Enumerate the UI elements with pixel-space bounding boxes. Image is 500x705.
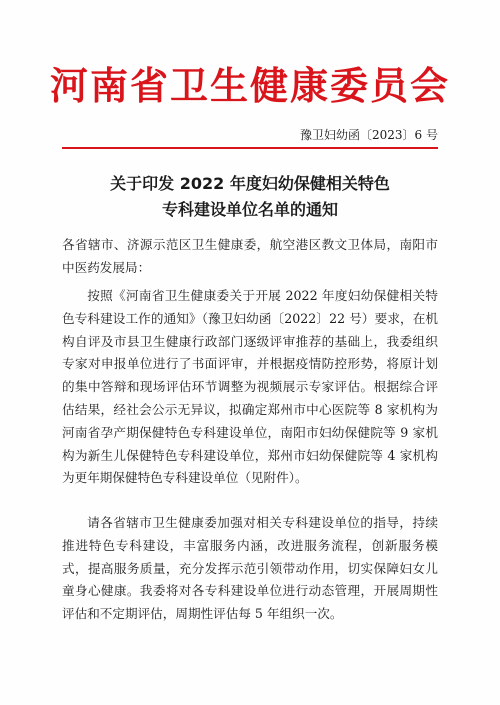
body-paragraph-2: 请各省辖市卫生健康委加强对相关专科建设单位的指导，持续推进特色专科建设，丰富服务内涵，改进服务流程，创新服务模式，提高服务质量，充分发挥示范引领带动作用，切实保障妇女儿童身心健康。我委将对各专科建设单位进行动态管理，开展周期性评估和不定期评估，周期性评估每 5 年组织一次。 [62,515,438,622]
title-line-1: 关于印发 2022 年度妇幼保健相关特色 [110,174,390,193]
title-line-2: 专科建设单位名单的通知 [161,200,338,219]
body-paragraph-1: 按照《河南省卫生健康委关于开展 2022 年度妇幼保健相关特色专科建设工作的通知》（豫卫妇幼函〔2022〕22 号）要求，在机构自评及市县卫生健康行政部门逐级评审推荐的基础上，我委组织专家对申报单位进行了书面评审，并根据疫情防控形势，将原计划的集中答辩和现场评估环节调整为视频展示专家评估。根据综合评估结果，经社会公示无异议，拟确定郑州市中心医院等 8 家机构为河南省孕产期保健特色专科建设单位，南阳市妇幼保健院等 9 家机构为新生儿保健特色专科建设单位，郑州市妇幼保健院等 4 家机构为更年期保健特色专科建设单位（见附件）。 [62,288,438,486]
organization-header: 河南省卫生健康委员会 [49,64,450,108]
document-number: 豫卫妇幼函〔2023〕6 号 [300,128,438,142]
document-title [60,171,440,223]
red-divider-line [62,147,438,149]
addressee-paragraph: 各省辖市、济源示范区卫生健康委，航空港区教文卫体局，南阳市中医药发展局： [62,237,438,275]
